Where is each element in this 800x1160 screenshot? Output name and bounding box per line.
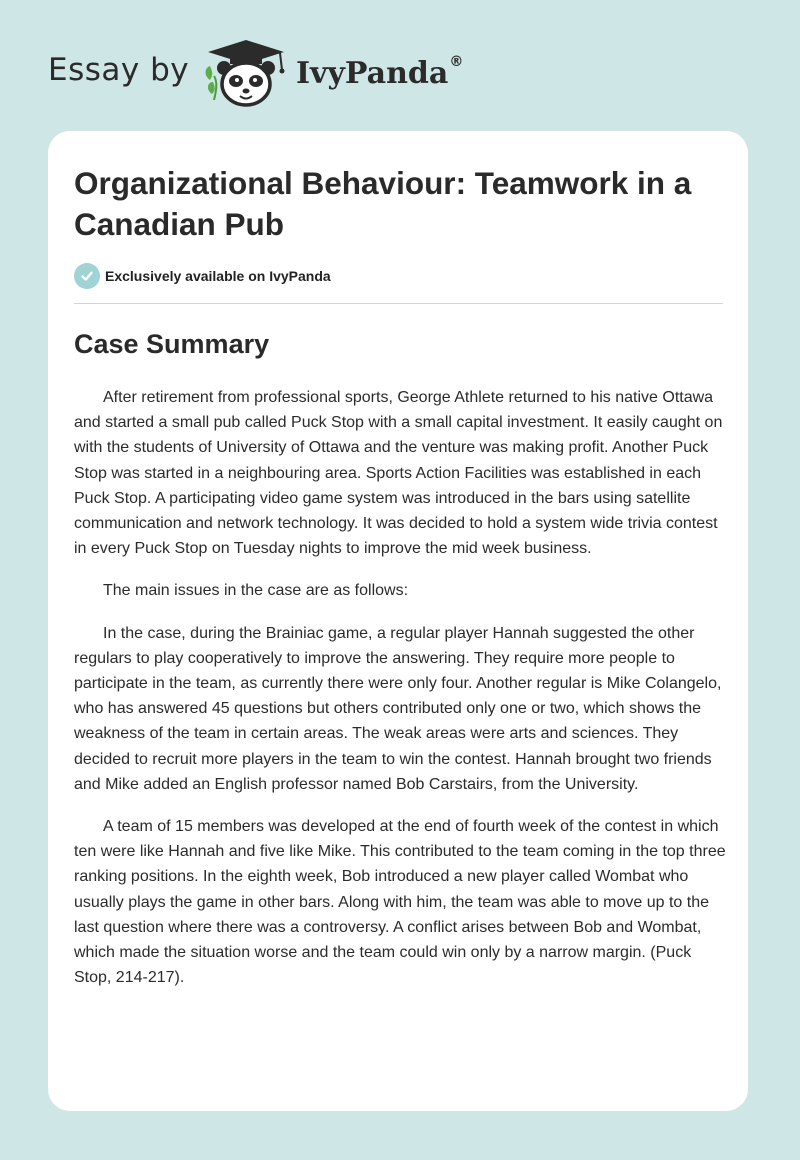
paragraph: After retirement from professional sports, George Athlete returned to his native Ottawa and started a small pub called Puck Stop with a small capital investment. It easily caught on with the students of University of Ottawa and the venture was making profit. Another Puck Stop was started in a neighbouring area. Sports Action Facilities was established in each Puck Stop. A participating video game system was introduced in the bars using satellite communication and network technology. It was decided to hold a system wide trivia contest in every Puck Stop on Tuesday nights to improve the mid week business. — [74, 389, 723, 558]
paragraph: A team of 15 members was developed at the end of fourth week of the contest in which ten were like Hannah and five like Mike. This contributed to the team coming in the top three ranking positions. In the eighth week, Bob introduced a new player called Wombat who usually plays the game in other bars. Along with him, the team was able to move up to the last question where there was a controversy. A conflict arises between Bob and Wombat, which made the situation worse and the team could win only by a narrow margin. (Puck Stop, 214-217). — [74, 818, 726, 987]
logo-brand-name: IvyPanda® — [296, 54, 464, 91]
site-logo[interactable] — [48, 36, 508, 116]
exclusive-badge — [74, 263, 331, 289]
panda-mascot-icon — [200, 36, 292, 108]
exclusive-badge-label: Exclusively available on IvyPanda — [105, 268, 331, 284]
logo-essay-by: Essay by — [48, 52, 190, 88]
paragraph: The main issues in the case are as follows: — [103, 582, 409, 600]
section-heading: Case Summary — [74, 329, 270, 359]
article-body — [74, 385, 726, 1007]
divider — [74, 303, 723, 304]
page-title: Organizational Behaviour: Teamwork in a Canadian Pub — [74, 165, 692, 242]
article-card — [48, 131, 748, 1111]
paragraph: In the case, during the Brainiac game, a regular player Hannah suggested the other regulars to play cooperatively to improve the answering. They require more people to participate in the team, as currently there were only four. Another regular is Mike Colangelo, who has answered 45 questions but others contributed only one or two, which shows the weakness of the team in certain areas. The weak areas were arts and sciences. They decided to recruit more players in the team to win the contest. Hannah brought two friends and Mike added an English professor named Bob Carstairs, from the University. — [74, 624, 722, 793]
check-icon — [74, 263, 100, 289]
